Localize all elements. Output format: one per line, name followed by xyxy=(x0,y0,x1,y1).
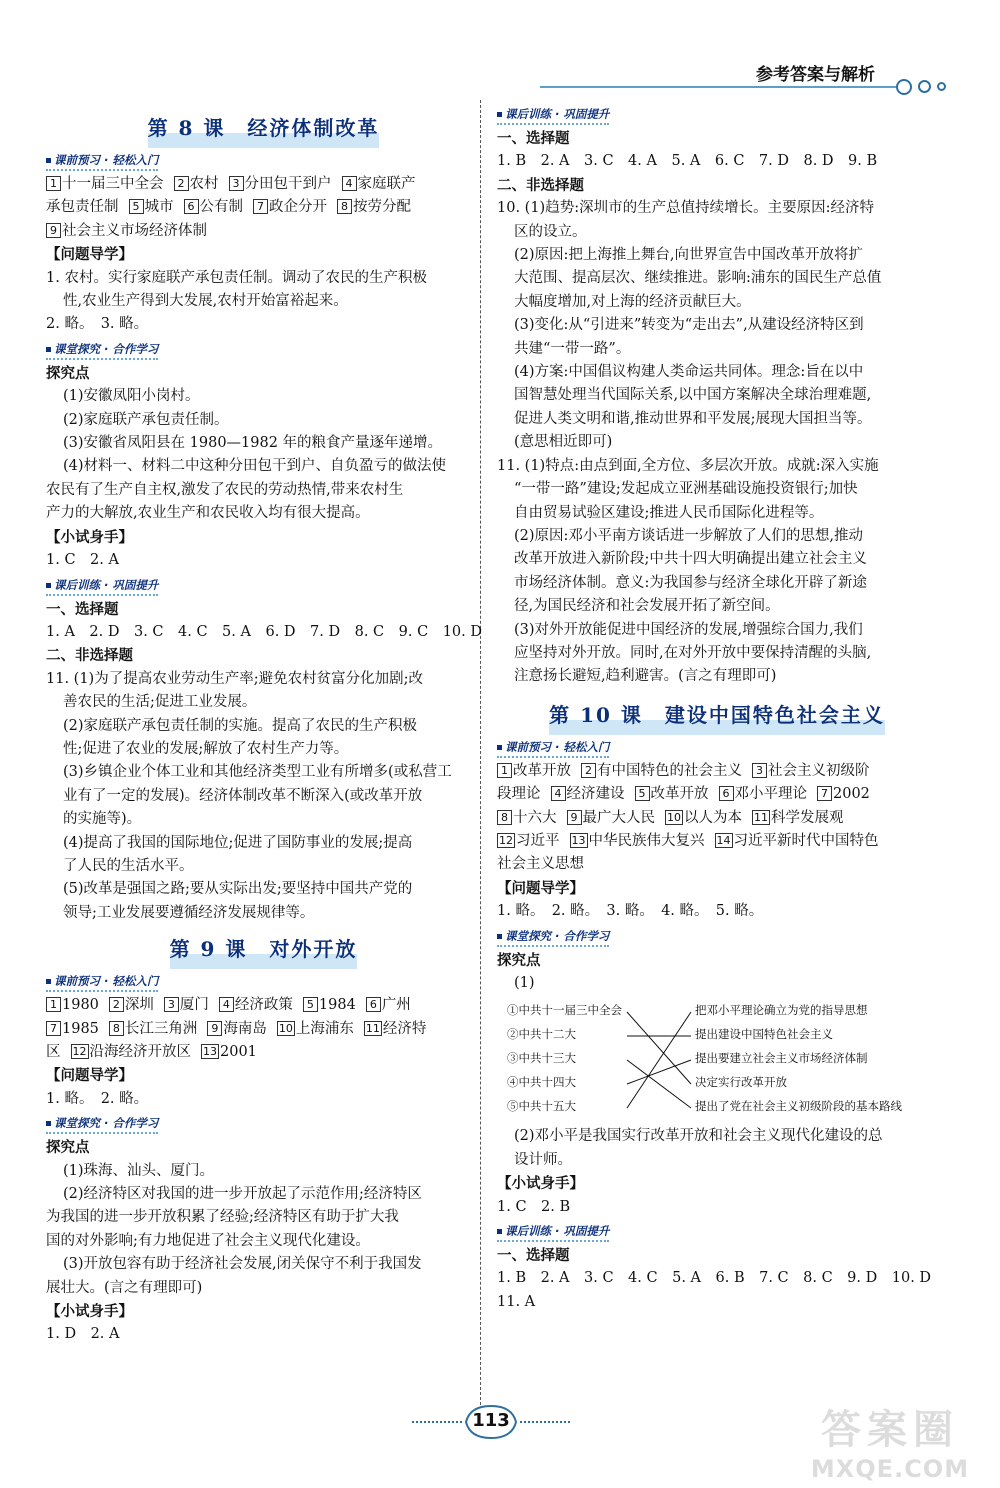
r9-mc-heading: 一、选择题 xyxy=(497,130,570,147)
match-connector xyxy=(627,1060,691,1084)
r10-class-section: 课堂探究 · 合作学习 xyxy=(497,928,609,947)
item-number-box: 7 xyxy=(817,786,832,801)
item-text: 分田包干到户 xyxy=(244,176,332,192)
item-text: 十六大 xyxy=(513,809,557,826)
fill-in-line xyxy=(46,173,481,196)
fill-in-item xyxy=(46,223,207,239)
item-number-box: 3 xyxy=(164,997,179,1012)
l9-e3-line2: 展壮大。(言之有理即可) xyxy=(46,1279,203,1296)
fill-in-item xyxy=(570,833,705,849)
l8-11-line3: (2)家庭联产承包责任制的实施。提高了农民的生产积极 xyxy=(63,717,418,734)
l8-11-line11: 领导;工业发展要遵循经济发展规律等。 xyxy=(63,904,315,921)
right-column xyxy=(497,100,937,1314)
l9-e2-line1: (2)经济特区对我国的进一步开放起了示范作用;经济特区 xyxy=(63,1186,422,1203)
fill-in-item xyxy=(715,833,879,849)
fill-in-item xyxy=(581,763,742,779)
item-text: 改革开放 xyxy=(513,762,571,779)
r9-nmc-heading: 二、非选择题 xyxy=(497,176,584,194)
match-left-item: ④中共十四大 xyxy=(507,1075,576,1090)
item-text: 沿海经济开放区 xyxy=(89,1044,191,1060)
r10-after-section: 课后训练 · 巩固提升 xyxy=(497,1223,609,1242)
r9-10-line2: 区的设立。 xyxy=(514,223,587,240)
item-text: 段理论 xyxy=(497,786,541,803)
l9-explore-heading: 探究点 xyxy=(46,1139,90,1157)
fill-in-item xyxy=(303,997,356,1013)
l8-e4-line1: (4)材料一、材料二中这种分田包干到户、自负盈亏的做法使 xyxy=(63,458,447,475)
r10-e2-line1: (2)邓小平是我国实行改革开放和社会主义现代化建设的总 xyxy=(514,1128,883,1145)
match-left-item: ③中共十三大 xyxy=(507,1051,576,1066)
r10-preview-answers xyxy=(497,760,937,877)
l8-q1-line2: 性,农业生产得到大发展,农村开始富裕起来。 xyxy=(63,293,348,310)
r10-mc-answers: 1. B 2. A 3. C 4. C 5. A 6. B 7. C 8. C 9. D 10. D xyxy=(497,1270,932,1287)
item-text: 长江三角洲 xyxy=(124,1020,198,1037)
item-number-box: 8 xyxy=(497,810,512,825)
item-number-box: 6 xyxy=(184,199,199,214)
l9-try-answers: 1. D 2. A xyxy=(46,1326,120,1343)
l9-e2-line2: 为我国的进一步开放积累了经验;经济特区有助于扩大我 xyxy=(46,1209,399,1226)
fill-in-item xyxy=(219,997,293,1013)
item-text: 社会主义初级阶 xyxy=(768,762,870,779)
fill-in-item xyxy=(46,199,119,215)
l8-e2: (2)家庭联产承包责任制。 xyxy=(63,411,229,428)
l8-q1-line1: 1. 农村。实行家庭联产承包责任制。调动了农民的生产积极 xyxy=(46,269,427,286)
item-number-box: 2 xyxy=(581,763,596,778)
r9-11-line6: 市场经济体制。意义:为我国参与经济全球化开辟了新途 xyxy=(514,574,867,591)
fill-in-line xyxy=(497,807,937,830)
fill-in-item xyxy=(551,786,625,802)
match-right-item: 提出建设中国特色社会主义 xyxy=(695,1027,833,1042)
r9-11-line4: (2)原因:邓小平南方谈话进一步解放了人们的思想,推动 xyxy=(514,527,864,544)
r10-mc-heading: 一、选择题 xyxy=(497,1247,570,1265)
item-text: 2001 xyxy=(220,1044,257,1060)
item-text: 有中国特色的社会主义 xyxy=(597,762,742,779)
item-text: 科学发展观 xyxy=(771,809,844,826)
item-number-box: 12 xyxy=(72,1045,87,1058)
item-number-box: 2 xyxy=(174,176,189,191)
fill-in-item xyxy=(129,199,174,215)
item-number-box: 4 xyxy=(551,786,566,801)
match-connector xyxy=(627,1012,691,1108)
watermark-bottom-text: MXQE.COM xyxy=(810,1455,970,1483)
fill-in-item xyxy=(497,786,541,802)
fill-in-item xyxy=(71,1044,192,1060)
item-text: 城市 xyxy=(144,199,174,216)
r9-11-line1: 11. (1)特点:由点到面,全方位、多层次开放。成就:深入实施 xyxy=(497,457,879,474)
r10-explore-heading: 探究点 xyxy=(497,951,541,969)
item-number-box: 14 xyxy=(716,833,731,847)
page-number: 113 xyxy=(472,1410,510,1431)
item-number-box: 3 xyxy=(752,763,767,778)
item-number-box: 6 xyxy=(719,786,734,801)
item-text: 政企分开 xyxy=(269,199,327,216)
item-number-box: 7 xyxy=(253,199,268,214)
item-number-box: 12 xyxy=(499,833,513,847)
watermark-logo xyxy=(790,1398,990,1483)
fill-in-item xyxy=(497,833,560,849)
l9-e1: (1)珠海、汕头、厦门。 xyxy=(63,1162,215,1179)
r9-11-line3: 自由贸易试验区建设;推进人民币国际化进程等。 xyxy=(514,504,824,521)
fill-in-item xyxy=(46,1021,99,1037)
fill-in-item xyxy=(497,763,571,779)
item-number-box: 4 xyxy=(219,997,234,1012)
r9-mc-answers: 1. B 2. A 3. C 4. A 5. A 6. C 7. D 8. D 9. B xyxy=(497,153,878,170)
r9-10-line4: 大范围、提高层次、继续推进。影响:浦东的国民生产总值 xyxy=(514,270,882,287)
item-text: 按劳分配 xyxy=(353,199,411,216)
match-right-item: 提出了党在社会主义初级阶段的基本路线 xyxy=(695,1099,902,1114)
item-text: 邓小平理论 xyxy=(734,786,807,803)
l9-preview-section: 课前预习 · 轻松入门 xyxy=(46,973,158,992)
fill-in-line xyxy=(497,830,937,853)
r9-10-line11: (意思相近即可) xyxy=(514,434,613,451)
item-number-box: 3 xyxy=(229,176,244,191)
l9-class-section: 课堂探究 · 合作学习 xyxy=(46,1115,158,1134)
match-right-item: 把邓小平理论确立为党的指导思想 xyxy=(695,1003,868,1018)
fill-in-item xyxy=(342,176,416,192)
r10-question-heading: 【问题导学】 xyxy=(497,879,584,897)
fill-in-item xyxy=(719,786,808,802)
item-text: 公有制 xyxy=(199,199,243,216)
item-number-box: 10 xyxy=(667,810,681,824)
l8-preview-section: 课前预习 · 轻松入门 xyxy=(46,152,158,171)
item-number-box: 1 xyxy=(497,763,512,778)
r9-10-line5: 大幅度增加,对上海的经济贡献巨大。 xyxy=(514,293,751,310)
fill-in-item xyxy=(229,176,332,192)
l9-question-heading: 【问题导学】 xyxy=(46,1067,133,1085)
r10-e1: (1) xyxy=(514,975,535,991)
l8-11-line5: (3)乡镇企业个体工业和其他经济类型工业有所增多(或私营工 xyxy=(63,764,452,781)
fill-in-item xyxy=(497,856,584,872)
fill-in-line xyxy=(46,220,481,243)
item-text: 十一届三中全会 xyxy=(62,176,164,192)
l8-11-line10: (5)改革是强国之路;要从实际出发;要坚持中国共产党的 xyxy=(63,881,413,898)
match-left-item: ②中共十二大 xyxy=(507,1027,576,1042)
item-text: 家庭联产 xyxy=(357,176,416,192)
item-text: 承包责任制 xyxy=(46,199,119,216)
fill-in-item xyxy=(497,810,557,826)
l8-mc-heading: 一、选择题 xyxy=(46,600,119,618)
fill-in-item xyxy=(665,810,742,826)
fill-in-item xyxy=(207,1021,267,1037)
fill-in-line xyxy=(497,853,937,876)
fill-in-item xyxy=(635,786,709,802)
r10-q-answers: 1. 略。 2. 略。 3. 略。 4. 略。 5. 略。 xyxy=(497,903,764,920)
watermark-top-text: 答案圈 xyxy=(821,1407,959,1453)
r9-11-line5: 改革开放进入新阶段;中共十四大明确提出建立社会主义 xyxy=(514,551,867,568)
fill-in-item xyxy=(109,997,154,1013)
l8-after-section: 课后训练 · 巩固提升 xyxy=(46,577,158,596)
fill-in-line xyxy=(46,1018,481,1041)
l8-11-line6: 业有了一定的发展)。经济体制改革不断深入(或改革开放 xyxy=(63,787,423,804)
match-left-item: ⑤中共十五大 xyxy=(507,1099,576,1114)
item-text: 习近平新时代中国特色 xyxy=(733,832,879,849)
header-ring-medium-icon xyxy=(918,80,931,93)
r9-11-line9: 应坚持对外开放。同时,在对外开放中要保持清醒的头脑, xyxy=(514,644,872,661)
l8-11-line7: 的实施等)。 xyxy=(63,811,142,828)
r10-try-heading: 【小试身手】 xyxy=(497,1175,584,1193)
item-text: 社会主义市场经济体制 xyxy=(62,222,207,239)
item-number-box: 4 xyxy=(342,176,357,191)
item-text: 区 xyxy=(46,1044,61,1060)
r9-10-line10: 促进人类文明和谐,推动世界和平发展;展现大国担当等。 xyxy=(514,410,872,427)
matching-diagram xyxy=(507,1001,937,1121)
fill-in-item xyxy=(184,199,244,215)
r10-e2-line2: 设计师。 xyxy=(514,1151,572,1168)
item-text: 海南岛 xyxy=(223,1020,267,1037)
r9-after-section: 课后训练 · 巩固提升 xyxy=(497,106,609,125)
fill-in-line xyxy=(46,1041,481,1064)
l8-nmc-heading: 二、非选择题 xyxy=(46,647,133,665)
l8-11-line2: 善农民的生活;促进工业发展。 xyxy=(63,694,257,711)
l8-11-line1: 11. (1)为了提高农业劳动生产率;避免农村贫富分化加剧;改 xyxy=(46,670,423,687)
item-text: 农村 xyxy=(189,176,219,192)
fill-in-item xyxy=(752,763,870,779)
r9-11-line8: (3)对外开放能促进中国经济的发展,增强综合国力,我们 xyxy=(514,621,863,638)
item-number-box: 9 xyxy=(46,223,61,238)
item-text: 2002 xyxy=(833,786,870,803)
l8-try-heading: 【小试身手】 xyxy=(46,528,133,546)
item-text: 最广大人民 xyxy=(582,809,655,826)
item-text: 经济特 xyxy=(382,1020,427,1037)
match-connector xyxy=(627,1012,691,1084)
fill-in-item xyxy=(337,199,411,215)
fill-in-item xyxy=(253,199,327,215)
item-number-box: 9 xyxy=(207,1021,222,1036)
l9-e3-line1: (3)开放包容有助于经济社会发展,闭关保守不利于我国发 xyxy=(63,1256,422,1273)
fill-in-line xyxy=(46,196,481,219)
l9-try-heading: 【小试身手】 xyxy=(46,1303,133,1321)
item-number-box: 5 xyxy=(303,997,318,1012)
l8-11-line8: (4)提高了我国的国际地位;促进了国防事业的发展;提高 xyxy=(63,834,413,851)
lesson-9-title: 第 9 课 对外开放 xyxy=(46,929,481,969)
item-text: 深圳 xyxy=(124,997,154,1014)
item-text: 经济政策 xyxy=(234,997,293,1014)
r9-10-line1: 10. (1)趋势:深圳市的生产总值持续增长。主要原因:经济特 xyxy=(497,200,874,217)
item-number-box: 11 xyxy=(365,1021,380,1035)
item-text: 中华民族伟大复兴 xyxy=(588,832,705,849)
left-column xyxy=(46,100,481,1347)
item-number-box: 7 xyxy=(46,1021,61,1036)
fill-in-item xyxy=(752,810,844,826)
page-header xyxy=(0,0,1000,100)
r10-try-answers: 1. C 2. B xyxy=(497,1198,571,1215)
item-text: 改革开放 xyxy=(650,786,709,803)
l8-question-heading: 【问题导学】 xyxy=(46,246,133,264)
l8-try-answers: 1. C 2. A xyxy=(46,552,119,569)
fill-in-item xyxy=(366,997,411,1013)
header-ring-large-icon xyxy=(896,79,912,95)
item-number-box: 8 xyxy=(337,199,352,214)
fill-in-item xyxy=(277,1021,354,1037)
l8-q23: 2. 略。 3. 略。 xyxy=(46,316,149,333)
l9-e2-line3: 国的对外影响;有力地促进了社会主义现代化建设。 xyxy=(46,1232,370,1249)
fill-in-item xyxy=(201,1044,257,1060)
item-text: 社会主义思想 xyxy=(497,856,584,873)
item-number-box: 1 xyxy=(46,176,61,191)
item-text: 广州 xyxy=(381,997,411,1014)
r9-10-line6: (3)变化:从“引进来”转变为“走出去”,从建设经济特区到 xyxy=(514,317,864,334)
item-text: 1980 xyxy=(62,997,99,1014)
item-number-box: 13 xyxy=(571,833,586,847)
r10-11-answer: 11. A xyxy=(497,1293,536,1310)
page-number-block xyxy=(412,1402,572,1442)
item-text: 1985 xyxy=(62,1020,99,1037)
header-ring-small-icon xyxy=(937,82,946,91)
fill-in-item xyxy=(567,810,656,826)
r9-10-line8: (4)方案:中国倡议构建人类命运共同体。理念:旨在以中 xyxy=(514,364,864,381)
item-text: 1984 xyxy=(318,997,356,1014)
item-number-box: 1 xyxy=(46,997,61,1012)
match-right-item: 决定实行改革开放 xyxy=(695,1075,787,1090)
match-left-item: ①中共十一届三中全会 xyxy=(507,1003,622,1018)
r9-10-line9: 国智慧处理当代国际关系,以中国方案解决全球治理难题, xyxy=(514,387,872,404)
item-number-box: 11 xyxy=(754,810,768,824)
l8-e4-line3: 产力的大解放,农业生产和农民收入均有很大提高。 xyxy=(46,505,370,522)
fill-in-line xyxy=(497,760,937,783)
header-rule xyxy=(540,86,900,88)
item-number-box: 2 xyxy=(109,997,124,1012)
item-number-box: 5 xyxy=(129,199,144,214)
item-number-box: 10 xyxy=(278,1021,293,1035)
fill-in-item xyxy=(109,1021,198,1037)
fill-in-item xyxy=(46,997,99,1013)
item-text: 上海浦东 xyxy=(295,1020,354,1037)
match-right-item: 提出要建立社会主义市场经济体制 xyxy=(695,1051,868,1066)
l8-e1: (1)安徽凤阳小岗村。 xyxy=(63,388,200,405)
l8-class-section: 课堂探究 · 合作学习 xyxy=(46,341,158,360)
l8-e3: (3)安徽省凤阳县在 1980—1982 年的粮食产量逐年递增。 xyxy=(63,435,443,452)
fill-in-item xyxy=(364,1021,427,1037)
lesson-8-title: 第 8 课 经济体制改革 xyxy=(46,108,481,148)
r9-10-line7: 共建“一带一路”。 xyxy=(514,340,631,357)
l8-11-line4: 性;促进了农业的发展;解放了农村生产力等。 xyxy=(63,740,349,757)
l9-q-answers: 1. 略。 2. 略。 xyxy=(46,1090,149,1107)
l8-explore-heading: 探究点 xyxy=(46,364,90,382)
fill-in-line xyxy=(46,994,481,1017)
item-number-box: 8 xyxy=(109,1021,124,1036)
item-number-box: 6 xyxy=(366,997,381,1012)
item-text: 习近平 xyxy=(516,832,560,849)
item-text: 以人为本 xyxy=(684,809,742,826)
fill-in-item xyxy=(164,997,209,1013)
l8-e4-line2: 农民有了生产自主权,激发了农民的劳动热情,带来农村生 xyxy=(46,481,404,498)
item-text: 经济建设 xyxy=(566,786,625,803)
match-connector xyxy=(627,1060,691,1108)
r9-11-line10: 注意扬长避短,趋利避害。(言之有理即可) xyxy=(514,668,777,685)
item-text: 厦门 xyxy=(179,997,209,1014)
item-number-box: 5 xyxy=(635,786,650,801)
l8-preview-answers xyxy=(46,173,481,243)
lesson-10-title: 第 10 课 建设中国特色社会主义 xyxy=(497,695,937,735)
item-number-box: 13 xyxy=(203,1045,217,1058)
r9-11-line2: “一带一路”建设;发起成立亚洲基础设施投资银行;加快 xyxy=(514,481,858,498)
header-title: 参考答案与解析 xyxy=(756,65,875,85)
item-number-box: 9 xyxy=(567,810,582,825)
r9-11-line7: 径,为国民经济和社会发展开拓了新空间。 xyxy=(514,598,780,615)
fill-in-item xyxy=(46,176,164,192)
fill-in-line xyxy=(497,783,937,806)
l8-mc-answers: 1. A 2. D 3. C 4. C 5. A 6. D 7. D 8. C 9. C 10. D xyxy=(46,623,482,640)
r10-preview-section: 课前预习 · 轻松入门 xyxy=(497,739,609,758)
r9-10-line3: (2)原因:把上海推上舞台,向世界宣告中国改革开放将扩 xyxy=(514,247,864,264)
fill-in-item xyxy=(817,786,870,802)
fill-in-item xyxy=(174,176,219,192)
l8-11-line9: 了人民的生活水平。 xyxy=(63,857,194,874)
fill-in-item xyxy=(46,1044,61,1060)
l9-preview-answers xyxy=(46,994,481,1064)
